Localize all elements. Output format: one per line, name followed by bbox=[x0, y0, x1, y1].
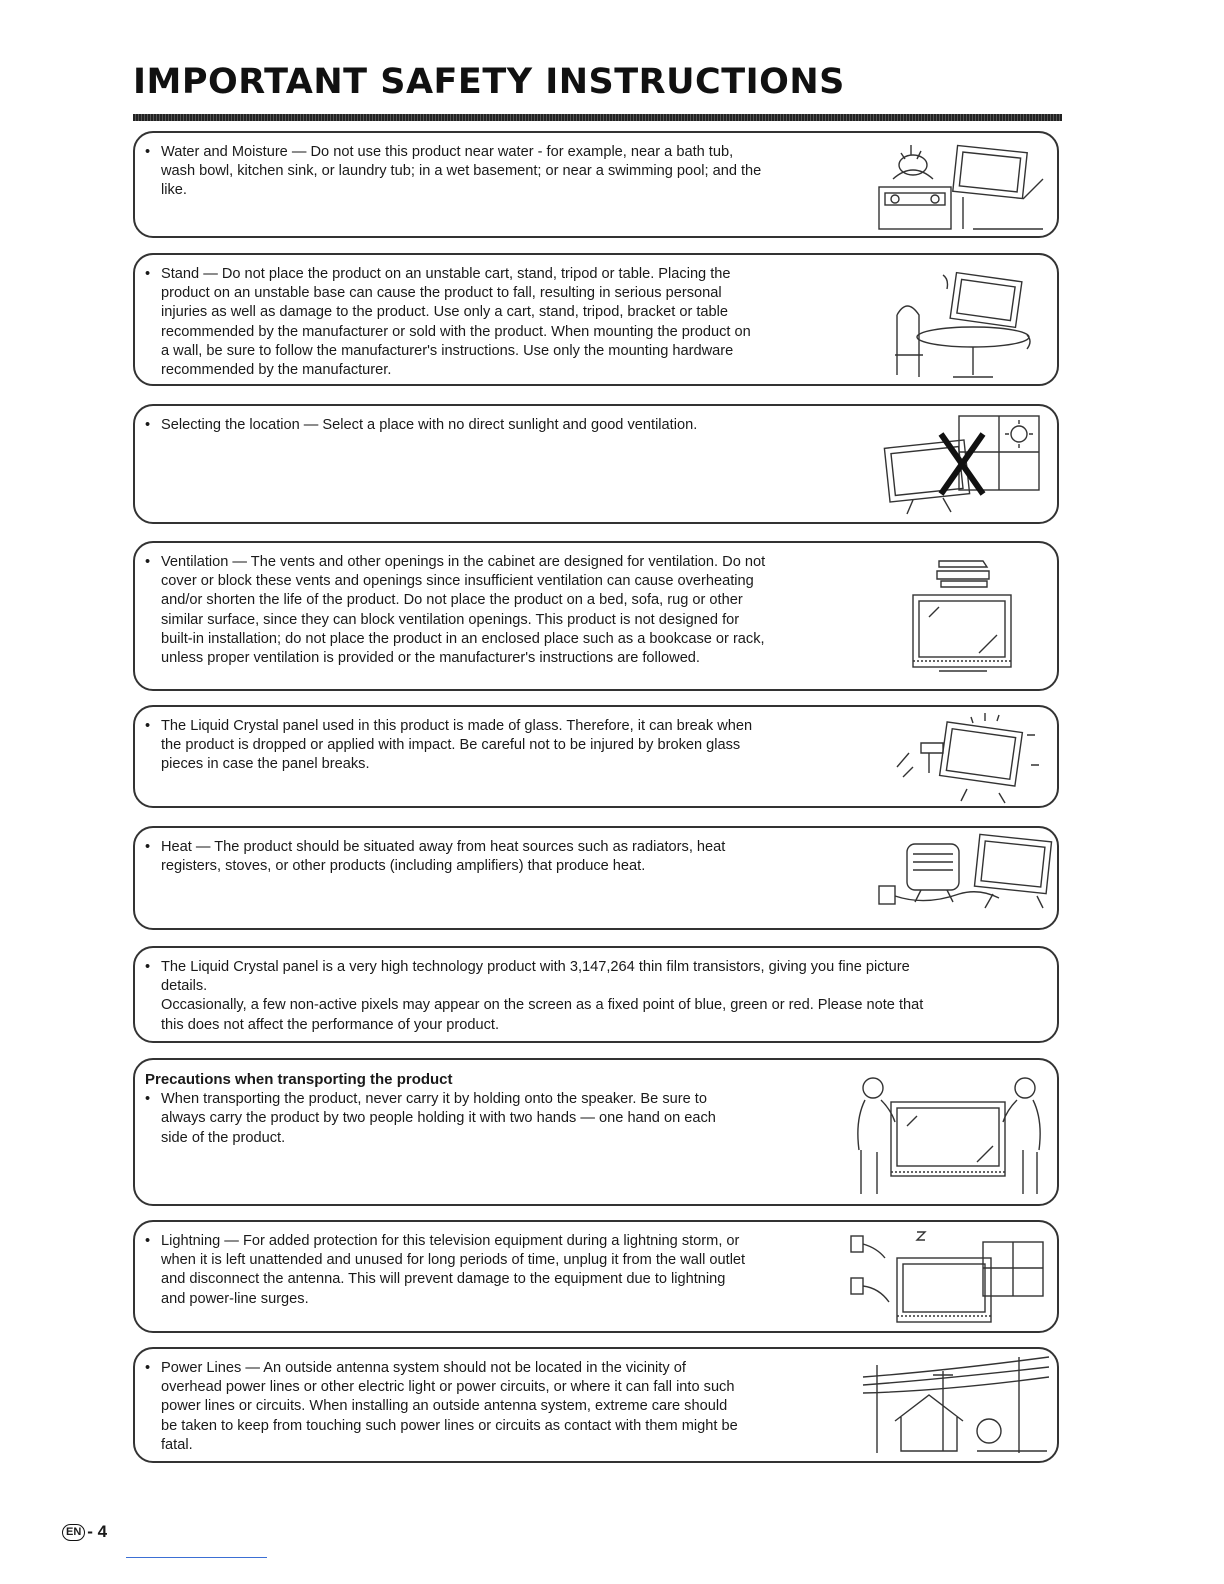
text-line: injuries as well as damage to the product. Use only a cart, stand, tripod, bracket or table bbox=[161, 304, 729, 321]
text-line: power lines or circuits. When installing an outside antenna system, extreme care should bbox=[161, 1398, 728, 1415]
text-line: Stand — Do not place the product on an unstable cart, stand, tripod or table. Placing the bbox=[161, 266, 731, 282]
bullet: • bbox=[145, 839, 151, 855]
text-line: always carry the product by two people holding it with two hands — one hand on each bbox=[161, 1110, 716, 1127]
page-label: - 4 bbox=[87, 1522, 108, 1541]
tv-on-table-icon bbox=[883, 265, 1043, 383]
text-line: when it is left unattended and unused for long periods of time, unplug it from the wall outlet bbox=[161, 1252, 746, 1269]
bullet: • bbox=[145, 1091, 151, 1108]
text-line: the product is dropped or applied with impact. Be careful not to be injured by broken glass bbox=[161, 737, 741, 754]
text-line: Power Lines — An outside antenna system should not be located in the vicinity of bbox=[161, 1360, 686, 1376]
text-line: pieces in case the panel breaks. bbox=[161, 756, 370, 773]
section-glass-panel bbox=[133, 705, 1059, 808]
text-line: like. bbox=[161, 182, 187, 199]
section-text bbox=[145, 717, 752, 775]
section-water-moisture bbox=[133, 131, 1059, 238]
text-line: Occasionally, a few non-active pixels may appear on the screen as a fixed point of blue, green or red. Please note that bbox=[161, 997, 924, 1014]
bullet: • bbox=[145, 718, 151, 734]
text-line: this does not affect the performance of your product. bbox=[161, 1016, 500, 1033]
text-line: be taken to keep from touching such power lines or circuits as contact with them might be bbox=[161, 1417, 738, 1434]
bullet: • bbox=[145, 1233, 151, 1249]
kitchen-sink-tv-icon bbox=[873, 139, 1053, 231]
section-lightning bbox=[133, 1220, 1059, 1333]
text-line: and/or shorten the life of the product. Do not place the product on a bed, sofa, rug or other bbox=[161, 592, 743, 609]
footer-rule bbox=[126, 1557, 267, 1558]
tv-unplugged-lightning-icon bbox=[847, 1228, 1047, 1328]
page-number bbox=[62, 1522, 107, 1542]
text-line: cover or block these vents and openings since insufficient ventilation can cause overheating bbox=[161, 573, 754, 590]
section-transporting bbox=[133, 1058, 1059, 1206]
section-stand bbox=[133, 253, 1059, 386]
text-line: built-in installation; do not place the product in an enclosed place such as a bookcase or rack, bbox=[161, 630, 765, 647]
tv-hammer-impact-icon bbox=[887, 709, 1047, 805]
text-line: Water and Moisture — Do not use this product near water - for example, near a bath tub, bbox=[161, 144, 734, 160]
section-text bbox=[145, 553, 765, 668]
text-line: overhead power lines or other electric light or power circuits, or where it can fall into such bbox=[161, 1379, 735, 1396]
two-people-carrying-tv-icon bbox=[847, 1072, 1047, 1202]
section-text bbox=[145, 838, 725, 876]
section-text bbox=[145, 1232, 745, 1309]
text-line: side of the product. bbox=[161, 1129, 286, 1146]
text-line: details. bbox=[161, 978, 208, 995]
text-line: Heat — The product should be situated away from heat sources such as radiators, heat bbox=[161, 839, 726, 855]
text-line: The Liquid Crystal panel used in this product is made of glass. Therefore, it can break when bbox=[161, 718, 753, 734]
text-line: Selecting the location — Select a place with no direct sunlight and good ventilation. bbox=[161, 417, 698, 433]
section-text bbox=[145, 958, 923, 1035]
bullet: • bbox=[145, 1360, 151, 1376]
section-text bbox=[145, 143, 761, 201]
language-badge: EN bbox=[62, 1524, 85, 1541]
section-heat bbox=[133, 826, 1059, 930]
text-line: similar surface, since they can block ventilation openings. This product is not designed for bbox=[161, 611, 740, 628]
text-line: When transporting the product, never carry it by holding onto the speaker. Be sure to bbox=[161, 1091, 707, 1108]
text-line: Lightning — For added protection for this television equipment during a lightning storm, or bbox=[161, 1233, 740, 1249]
text-line: The Liquid Crystal panel is a very high technology product with 3,147,264 thin film transistors, giving you fine picture bbox=[161, 959, 910, 975]
text-line: recommended by the manufacturer. bbox=[161, 362, 392, 379]
page-title: IMPORTANT SAFETY INSTRUCTIONS bbox=[133, 62, 845, 102]
section-power-lines bbox=[133, 1347, 1059, 1463]
text-line: Ventilation — The vents and other openings in the cabinet are designed for ventilation. Do not bbox=[161, 554, 766, 570]
section-text bbox=[145, 1359, 738, 1455]
section-text bbox=[145, 1070, 716, 1148]
text-line: a wall, be sure to follow the manufacturer's instructions. Use only the mounting hardware bbox=[161, 342, 734, 359]
text-line: registers, stoves, or other products (including amplifiers) that produce heat. bbox=[161, 858, 646, 875]
section-heading: Precautions when transporting the product bbox=[145, 1071, 453, 1088]
title-rule bbox=[133, 114, 1062, 121]
bullet: • bbox=[145, 554, 151, 570]
bullet: • bbox=[145, 417, 151, 433]
tv-covered-vents-icon bbox=[909, 557, 1019, 679]
section-location bbox=[133, 404, 1059, 524]
text-line: unless proper ventilation is provided or the manufacturer's instructions are followed. bbox=[161, 650, 700, 667]
section-ventilation bbox=[133, 541, 1059, 691]
text-line: product on an unstable base can cause the product to fall, resulting in serious personal bbox=[161, 285, 722, 302]
section-text bbox=[145, 265, 751, 380]
bullet: • bbox=[145, 266, 151, 282]
text-line: and disconnect the antenna. This will prevent damage to the equipment due to lightning bbox=[161, 1271, 726, 1288]
bullet: • bbox=[145, 959, 151, 975]
text-line: recommended by the manufacturer or sold with the product. When mounting the product on bbox=[161, 323, 751, 340]
text-line: and power-line surges. bbox=[161, 1290, 309, 1307]
power-lines-house-icon bbox=[859, 1351, 1049, 1457]
section-pixels bbox=[133, 946, 1059, 1043]
section-text bbox=[145, 416, 697, 435]
tv-sunlight-window-icon bbox=[883, 414, 1043, 516]
text-line: fatal. bbox=[161, 1436, 193, 1453]
tv-heater-icon bbox=[873, 830, 1053, 926]
text-line: wash bowl, kitchen sink, or laundry tub; in a wet basement; or near a swimming pool; and the bbox=[161, 163, 762, 180]
bullet: • bbox=[145, 144, 151, 160]
